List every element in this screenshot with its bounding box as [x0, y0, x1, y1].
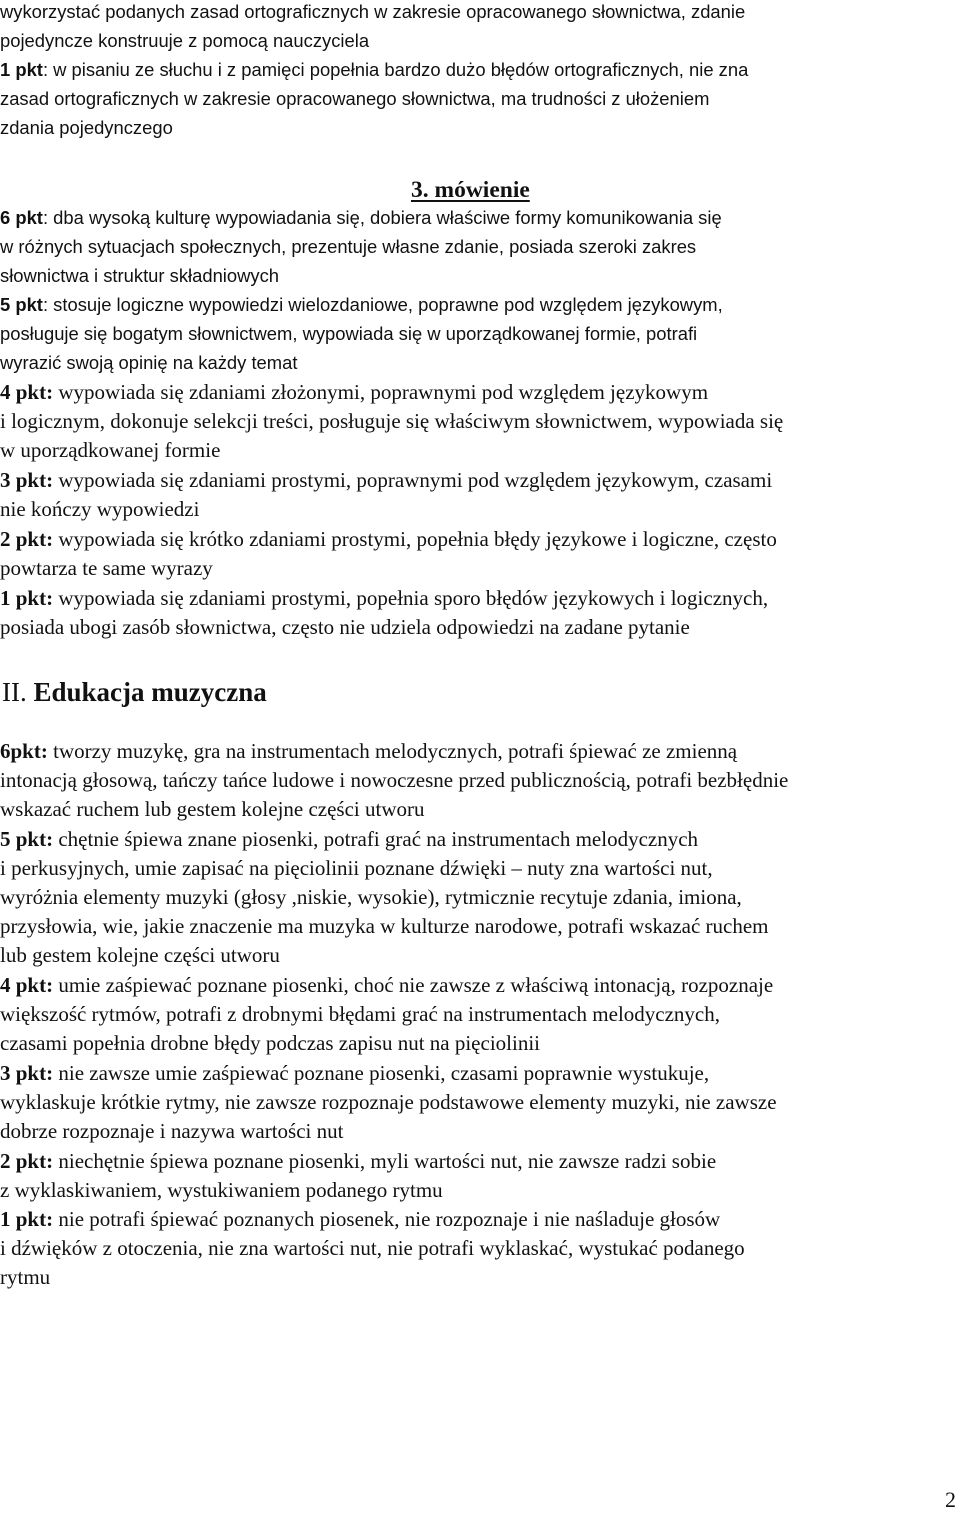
music-level-2-line: z wyklaskiwaniem, wystukiwaniem podanego rytmu	[0, 1178, 443, 1202]
page-number: 2	[945, 1487, 956, 1512]
music-level-3-line: wyklaskuje krótkie rytmy, nie zawsze rozpoznaje podstawowe elementy muzyki, nie zawsze	[0, 1090, 777, 1114]
level-text: nie potrafi śpiewać poznanych piosenek, nie rozpoznaje i nie naśladuje głosów	[53, 1207, 721, 1231]
level-label: 6pkt:	[0, 739, 48, 763]
speaking-level-4-line	[0, 382, 708, 403]
speaking-level-6-line: w różnych sytuacjach społecznych, prezentuje własne zdanie, posiada szeroki zakres	[0, 236, 697, 257]
music-level-6-line	[0, 741, 737, 762]
level-text: wypowiada się zdaniami prostymi, popełnia sporo błędów językowych i logicznych,	[53, 586, 769, 610]
speaking-level-5-line: wyrazić swoją opinię na każdy temat	[0, 352, 298, 373]
music-level-5-line	[0, 829, 698, 850]
level-label: 4 pkt:	[0, 380, 54, 404]
level-text: umie zaśpiewać poznane piosenki, choć nie zawsze z właściwą intonacją, rozpoznaje	[53, 973, 774, 997]
intro-line: pojedyncze konstruuje z pomocą nauczyciela	[0, 30, 370, 51]
speaking-level-5-line: posługuje się bogatym słownictwem, wypowiada się w uporządkowanej formie, potrafi	[0, 323, 698, 344]
speaking-level-2-line	[0, 529, 777, 550]
level-text: wypowiada się zdaniami prostymi, poprawnymi pod względem językowym, czasami	[53, 468, 773, 492]
level-label: 3 pkt:	[0, 468, 54, 492]
level-text: : stosuje logiczne wypowiedzi wielozdaniowe, poprawne pod względem językowym,	[42, 294, 723, 315]
level-text: tworzy muzykę, gra na instrumentach melodycznych, potrafi śpiewać ze zmienną	[47, 739, 738, 763]
level-label: 5 pkt	[0, 294, 43, 315]
music-level-4-line: większość rytmów, potrafi z drobnymi błędami grać na instrumentach melodycznych,	[0, 1002, 720, 1026]
music-level-6-line: intonacją głosową, tańczy tańce ludowe i nowoczesne przed publicznością, potrafi bezbłędnie	[0, 768, 789, 792]
music-level-1-line	[0, 1209, 720, 1230]
level-label: 4 pkt:	[0, 973, 54, 997]
level-text: wypowiada się zdaniami złożonymi, poprawnymi pod względem językowym	[53, 380, 709, 404]
music-level-6-line: wskazać ruchem lub gestem kolejne części utworu	[0, 797, 425, 821]
level-label: 3 pkt:	[0, 1061, 54, 1085]
section-numeral: II.	[2, 677, 34, 707]
level-text: niechętnie śpiewa poznane piosenki, myli wartości nut, nie zawsze radzi sobie	[53, 1149, 717, 1173]
speaking-level-2-line: powtarza te same wyrazy	[0, 556, 213, 580]
section-heading-speaking: 3. mówienie	[411, 177, 530, 203]
speaking-level-3-line: nie kończy wypowiedzi	[0, 497, 200, 521]
level-label: 6 pkt	[0, 207, 43, 228]
level-label: 5 pkt:	[0, 827, 54, 851]
level-label: 1 pkt:	[0, 1207, 54, 1231]
music-level-1-line: i dźwięków z otoczenia, nie zna wartości nut, nie potrafi wyklaskać, wystukać podanego	[0, 1236, 745, 1260]
speaking-level-3-line	[0, 470, 772, 491]
music-level-5-line: lub gestem kolejne części utworu	[0, 943, 280, 967]
speaking-level-6-line: słownictwa i struktur składniowych	[0, 265, 280, 286]
level-label: 2 pkt:	[0, 527, 54, 551]
music-level-1-line: rytmu	[0, 1265, 51, 1289]
speaking-level-4-line: w uporządkowanej formie	[0, 438, 221, 462]
music-level-5-line: wyróżnia elementy muzyki (głosy ,niskie, wysokie), rytmicznie recytuje zdania, imiona,	[0, 885, 742, 909]
level-text: nie zawsze umie zaśpiewać poznane piosenki, czasami poprawnie wystukuje,	[53, 1061, 710, 1085]
speaking-level-6-line	[0, 209, 722, 227]
writing-level-1-line: zasad ortograficznych w zakresie opracowanego słownictwa, ma trudności z ułożeniem	[0, 88, 710, 109]
speaking-level-5-line	[0, 296, 723, 314]
music-level-5-line: przysłowia, wie, jakie znaczenie ma muzyka w kulturze narodowe, potrafi wskazać ruchem	[0, 914, 769, 938]
speaking-level-1-line	[0, 588, 768, 609]
music-level-4-line	[0, 975, 773, 996]
level-text: : dba wysoką kulturę wypowiadania się, dobiera właściwe formy komunikowania się	[42, 207, 722, 228]
music-level-4-line: czasami popełnia drobne błędy podczas zapisu nut na pięciolinii	[0, 1031, 540, 1055]
section-heading-music	[2, 677, 267, 708]
level-label: 2 pkt:	[0, 1149, 54, 1173]
music-level-3-line: dobrze rozpoznaje i nazywa wartości nut	[0, 1119, 344, 1143]
music-level-3-line	[0, 1063, 709, 1084]
writing-level-1-line	[0, 61, 748, 79]
level-text: chętnie śpiewa znane piosenki, potrafi grać na instrumentach melodycznych	[53, 827, 699, 851]
writing-level-1-line: zdania pojedynczego	[0, 117, 173, 138]
speaking-level-4-line: i logicznym, dokonuje selekcji treści, posługuje się właściwym słownictwem, wypowiada się	[0, 409, 784, 433]
level-label: 1 pkt:	[0, 586, 54, 610]
music-level-5-line: i perkusyjnych, umie zapisać na pięciolinii poznane dźwięki – nuty zna wartości nut,	[0, 856, 713, 880]
level-text: wypowiada się krótko zdaniami prostymi, popełnia błędy językowe i logiczne, często	[53, 527, 777, 551]
level-text: : w pisaniu ze słuchu i z pamięci popełnia bardzo dużo błędów ortograficznych, nie zna	[42, 59, 749, 80]
section-title: Edukacja muzyczna	[33, 677, 267, 707]
level-label: 1 pkt	[0, 59, 43, 80]
speaking-level-1-line: posiada ubogi zasób słownictwa, często nie udziela odpowiedzi na zadane pytanie	[0, 615, 690, 639]
intro-line: wykorzystać podanych zasad ortograficznych w zakresie opracowanego słownictwa, zdanie	[0, 1, 746, 22]
music-level-2-line	[0, 1151, 716, 1172]
